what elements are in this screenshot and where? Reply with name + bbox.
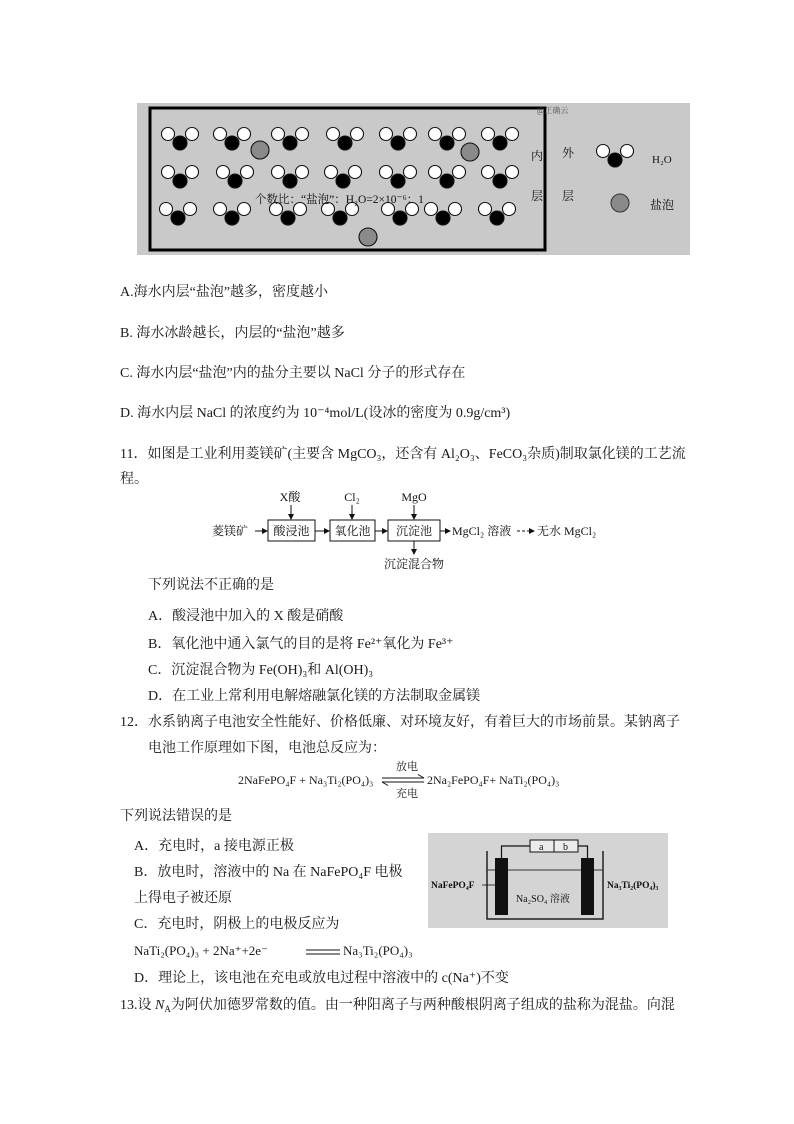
avogadro-symbol: N bbox=[155, 998, 165, 1013]
hydrogen-atom bbox=[380, 128, 393, 141]
precipitation-tank-label: 沉淀池 bbox=[395, 524, 433, 538]
oxygen-atom bbox=[393, 211, 407, 225]
oxygen-atom bbox=[440, 174, 454, 188]
hydrogen-atom bbox=[272, 128, 285, 141]
outer-layer-label-2: 层 bbox=[562, 189, 575, 203]
reagent-mgo: MgO bbox=[401, 490, 427, 504]
terminal-b-label: b bbox=[563, 842, 568, 853]
oxygen-atom bbox=[225, 211, 239, 225]
oxidation-tank-label: 氧化池 bbox=[334, 524, 371, 538]
q12-stem-line1: 12．水系钠离子电池安全性能好、价格低廉、对环境友好，有着巨大的市场前景。某钠离子 bbox=[120, 715, 680, 730]
terminal-a-label: a bbox=[539, 842, 544, 853]
anhydrous-mgcl2-label: 无水 MgCl₂ bbox=[537, 524, 597, 538]
battery-figure bbox=[428, 833, 668, 928]
q11-option-c: C．沉淀混合物为 Fe(OH)₃和 Al(OH)₃ bbox=[148, 663, 374, 678]
oxygen-atom bbox=[225, 136, 239, 150]
oxygen-atom bbox=[338, 136, 352, 150]
hydrogen-atom bbox=[506, 166, 519, 179]
hydrogen-atom bbox=[429, 166, 442, 179]
left-electrode-label: NaFePO₄F bbox=[431, 881, 475, 891]
salt-bubble bbox=[251, 141, 269, 159]
mgcl2-solution-label: MgCl₂ 溶液 bbox=[452, 524, 512, 538]
right-electrode-label: Na₃Ti₂(PO₄)₃ bbox=[607, 881, 659, 891]
q12-option-b-line1: B．放电时，溶液中的 Na 在 NaFePO₄F 电极 bbox=[134, 865, 403, 880]
oxygen-atom bbox=[171, 211, 185, 225]
q12-stem-line2: 电池工作原理如下图，电池总反应为： bbox=[148, 741, 386, 756]
oxygen-atom bbox=[440, 136, 454, 150]
hydrogen-atom bbox=[404, 128, 417, 141]
total-reaction-right: 2Na₂FePO₄F+ NaTi₂(PO₄)₃ bbox=[427, 773, 560, 787]
hydrogen-atom bbox=[621, 145, 634, 158]
reagent-x-acid: X酸 bbox=[279, 490, 301, 504]
oxygen-atom bbox=[173, 136, 187, 150]
hydrogen-atom bbox=[272, 166, 285, 179]
hydrogen-atom bbox=[429, 128, 442, 141]
oxygen-atom bbox=[281, 211, 295, 225]
charge-label: 充电 bbox=[396, 788, 418, 800]
oxygen-atom bbox=[283, 136, 297, 150]
hydrogen-atom bbox=[327, 128, 340, 141]
hydrogen-atom bbox=[349, 166, 362, 179]
q11-option-b: B．氧化池中通入氯气的目的是将 Fe²⁺氧化为 Fe³⁺ bbox=[148, 637, 454, 652]
hydrogen-atom bbox=[238, 128, 251, 141]
hydrogen-atom bbox=[597, 145, 610, 158]
total-reaction-left: 2NaFePO₄F + Na₃Ti₂(PO₄)₃ bbox=[238, 773, 374, 787]
avogadro-subscript: A bbox=[164, 1004, 171, 1014]
hydrogen-atom bbox=[238, 203, 251, 216]
hydrogen-atom bbox=[214, 203, 227, 216]
q12-option-c-line1: C．充电时，阴极上的电极反应为 bbox=[134, 917, 340, 932]
q13-rest: 为阿伏加德罗常数的值。由一种阳离子与两种酸根阴离子组成的盐称为混盐。向混 bbox=[170, 998, 675, 1013]
q13-prefix: 13.设 bbox=[120, 998, 155, 1013]
equals-double-line bbox=[306, 948, 340, 956]
oxygen-atom bbox=[283, 174, 297, 188]
oxygen-atom bbox=[493, 136, 507, 150]
acid-leach-tank-label: 酸浸池 bbox=[273, 524, 310, 538]
q12-prompt: 下列说法错误的是 bbox=[120, 809, 232, 824]
hydrogen-atom bbox=[162, 128, 175, 141]
hydrogen-atom bbox=[325, 166, 338, 179]
ratio-text: 个数比：“盐泡”：H₂O=2×10⁻⁶：1 bbox=[255, 194, 424, 206]
oxygen-atom bbox=[333, 211, 347, 225]
hydrogen-atom bbox=[241, 166, 254, 179]
legend-water-label: H₂O bbox=[652, 154, 672, 166]
q12-option-c-eq-right: Na₃Ti₂(PO₄)₃ bbox=[343, 943, 413, 958]
oxygen-atom bbox=[490, 211, 504, 225]
hydrogen-atom bbox=[479, 203, 492, 216]
hydrogen-atom bbox=[503, 203, 516, 216]
oxygen-atom bbox=[436, 211, 450, 225]
salt-bubble bbox=[359, 228, 377, 246]
hydrogen-atom bbox=[380, 166, 393, 179]
hydrogen-atom bbox=[404, 166, 417, 179]
electrolyte-label: Na₂SO₄ 溶液 bbox=[516, 894, 570, 905]
hydrogen-atom bbox=[482, 128, 495, 141]
q10-option-b: B. 海水冰龄越长，内层的“盐泡”越多 bbox=[120, 326, 345, 341]
discharge-label: 放电 bbox=[396, 761, 418, 773]
hydrogen-atom bbox=[453, 128, 466, 141]
hydrogen-atom bbox=[453, 166, 466, 179]
hydrogen-atom bbox=[449, 203, 462, 216]
q12-option-b-line2: 上得电子被还原 bbox=[134, 891, 232, 906]
salt-bubble-icon bbox=[611, 194, 629, 212]
hydrogen-atom bbox=[506, 128, 519, 141]
hydrogen-atom bbox=[296, 128, 309, 141]
hydrogen-atom bbox=[160, 203, 173, 216]
reversible-arrow bbox=[380, 774, 426, 786]
oxygen-atom bbox=[391, 174, 405, 188]
hydrogen-atom bbox=[186, 166, 199, 179]
outer-layer-label-1: 外 bbox=[562, 146, 575, 160]
q11-stem-line2: 程。 bbox=[120, 472, 148, 487]
q13-stem bbox=[120, 998, 675, 1014]
hydrogen-atom bbox=[425, 203, 438, 216]
q10-option-c: C. 海水内层“盐泡”内的盐分主要以 NaCl 分子的形式存在 bbox=[120, 366, 466, 381]
reagent-cl2: Cl₂ bbox=[344, 490, 360, 504]
oxygen-atom bbox=[173, 174, 187, 188]
hydrogen-atom bbox=[186, 128, 199, 141]
q11-option-d: D．在工业上常利用电解熔融氯化镁的方法制取金属镁 bbox=[148, 689, 481, 704]
q10-option-d: D. 海水内层 NaCl 的浓度约为 10⁻⁴mol/L(设冰的密度为 0.9g/cm³) bbox=[120, 406, 511, 421]
oxygen-atom bbox=[228, 174, 242, 188]
left-electrode bbox=[495, 858, 508, 915]
q12-option-c-eq-left: NaTi₂(PO₄)₃ + 2Na⁺+2e⁻ bbox=[134, 943, 268, 958]
oxygen-atom bbox=[608, 153, 622, 167]
hydrogen-atom bbox=[296, 166, 309, 179]
q12-option-d: D．理论上，该电池在充电或放电过程中溶液中的 c(Na⁺)不变 bbox=[134, 971, 509, 986]
figure-panel bbox=[137, 103, 690, 255]
oxygen-atom bbox=[391, 136, 405, 150]
process-flow-diagram bbox=[205, 485, 620, 575]
oxygen-atom bbox=[493, 174, 507, 188]
hydrogen-atom bbox=[217, 166, 230, 179]
hydrogen-atom bbox=[162, 166, 175, 179]
right-electrode bbox=[581, 858, 594, 915]
inner-layer-label-2: 层 bbox=[531, 189, 544, 203]
q11-stem-line1: 11．如图是工业利用菱镁矿(主要含 MgCO₃，还含有 Al₂O₃、FeCO₃杂质)制取氯化镁的工艺流 bbox=[120, 447, 686, 462]
hydrogen-atom bbox=[184, 203, 197, 216]
salt-bubble-figure bbox=[137, 103, 690, 255]
raw-material-label: 菱镁矿 bbox=[212, 524, 249, 538]
precipitate-label: 沉淀混合物 bbox=[383, 557, 445, 571]
watermark: @正确云 bbox=[537, 106, 569, 115]
legend-salt-label: 盐泡 bbox=[650, 198, 675, 212]
q12-option-a: A．充电时，a 接电源正极 bbox=[134, 839, 294, 854]
q11-option-a: A．酸浸池中加入的 X 酸是硝酸 bbox=[148, 609, 344, 624]
q10-option-a: A.海水内层“盐泡”越多，密度越小 bbox=[120, 285, 329, 300]
hydrogen-atom bbox=[482, 166, 495, 179]
salt-bubble bbox=[461, 143, 479, 161]
hydrogen-atom bbox=[351, 128, 364, 141]
q11-prompt: 下列说法不正确的是 bbox=[148, 578, 274, 593]
oxygen-atom bbox=[336, 174, 350, 188]
hydrogen-atom bbox=[214, 128, 227, 141]
inner-layer-label-1: 内 bbox=[531, 149, 544, 163]
